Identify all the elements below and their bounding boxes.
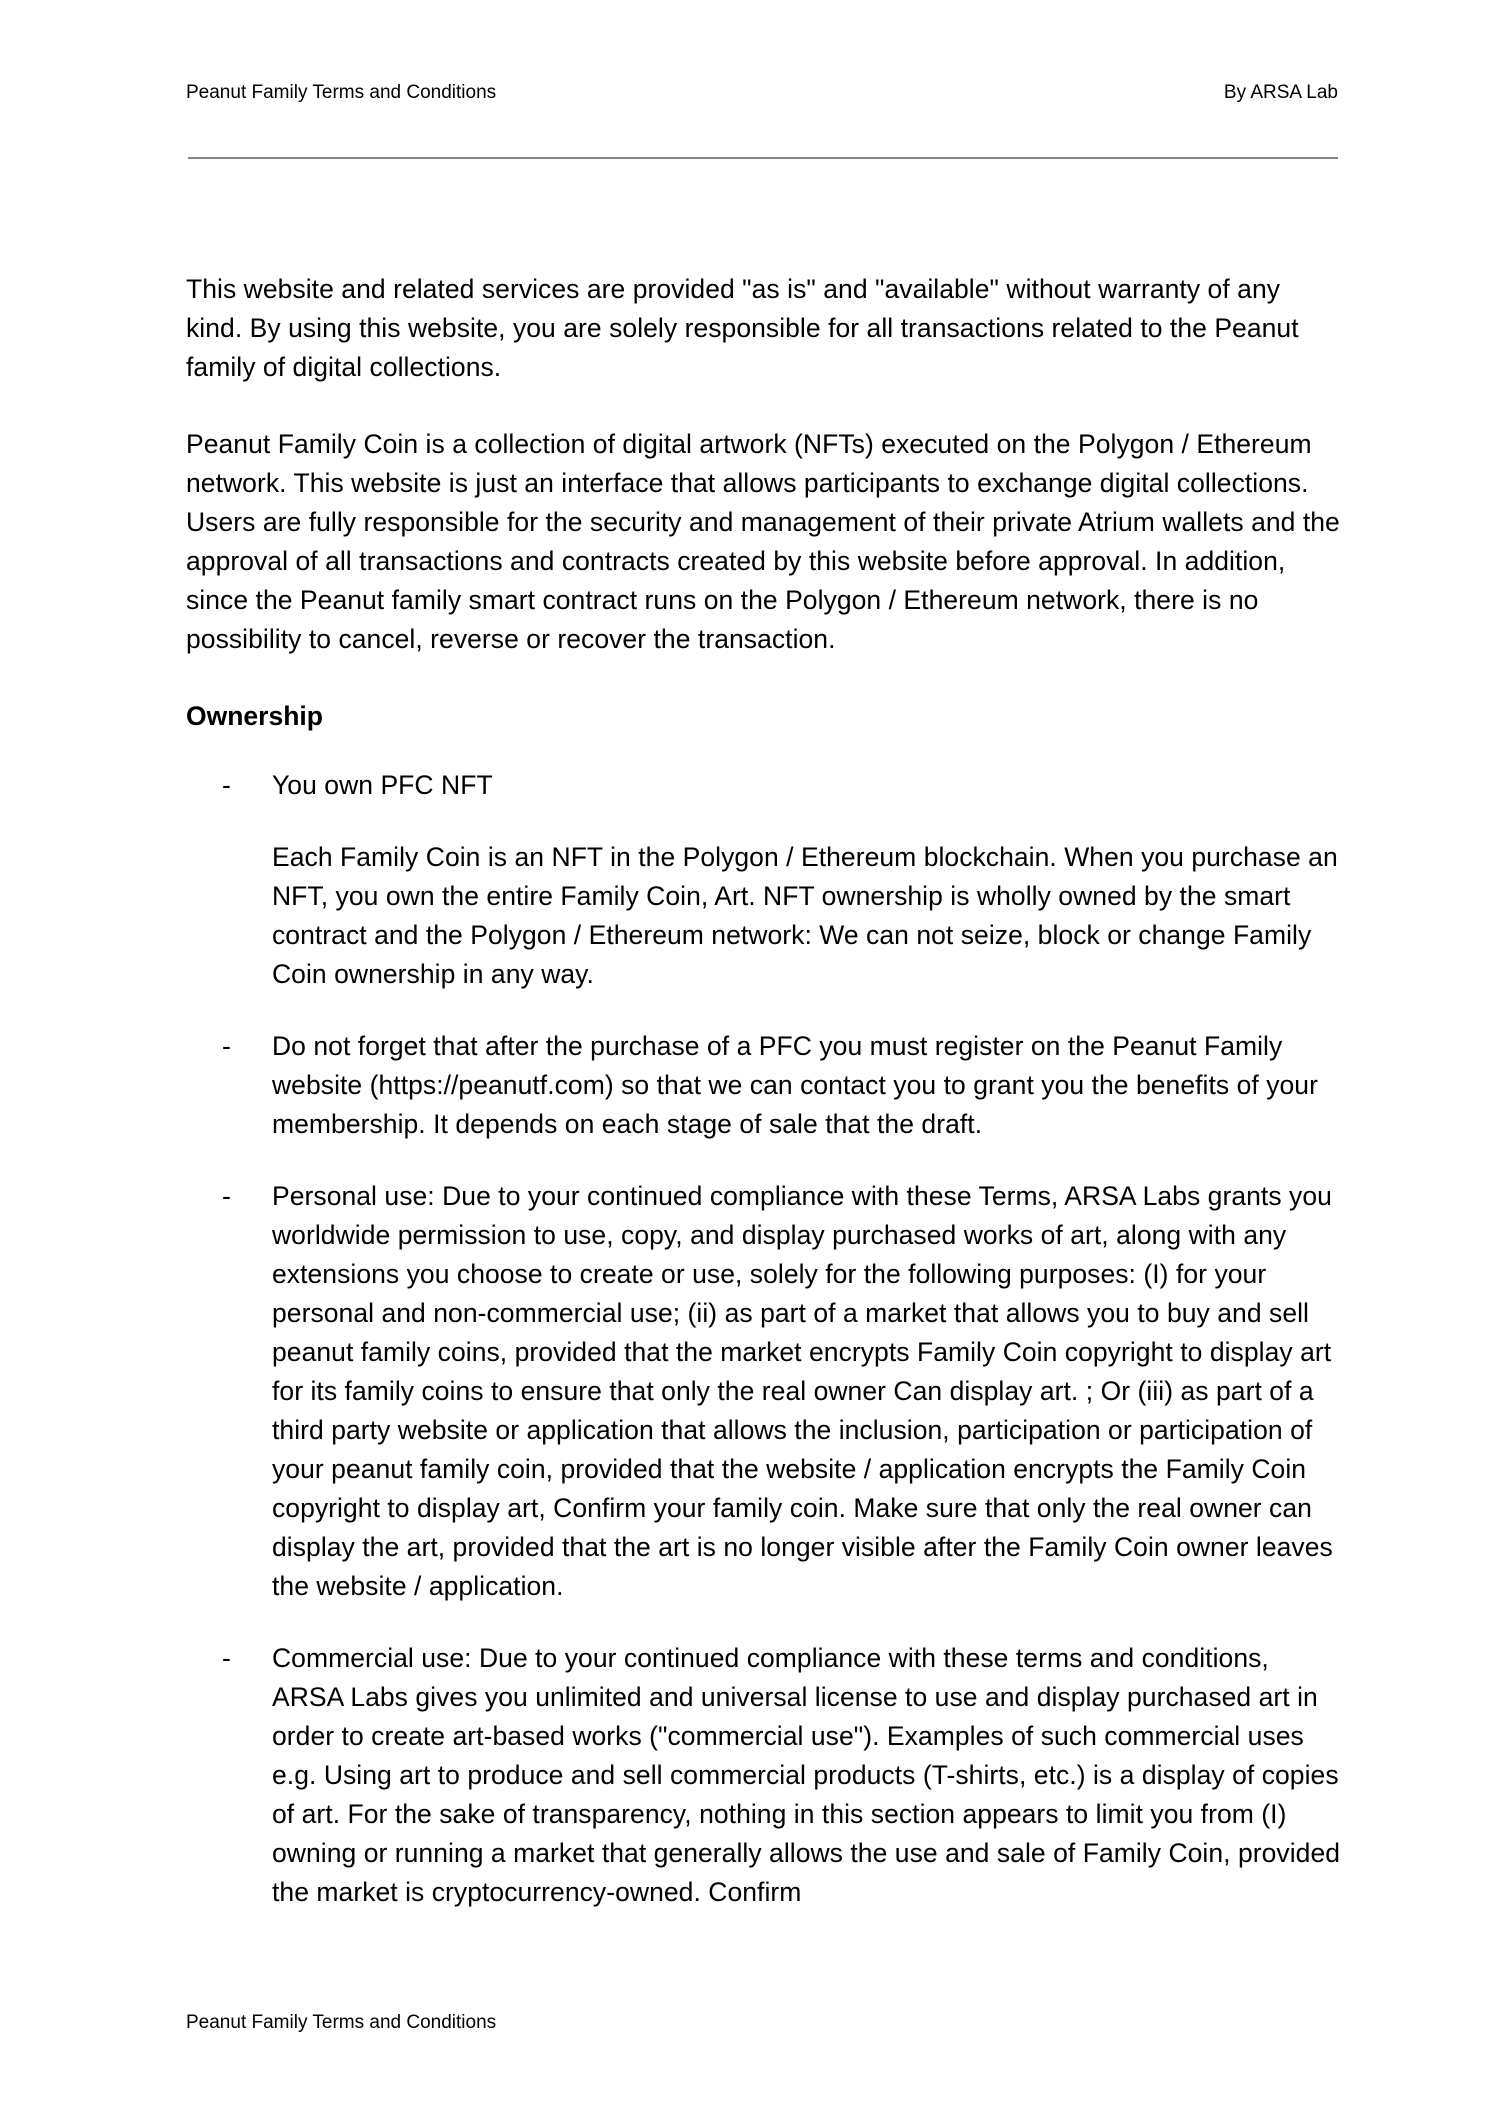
- section-heading-ownership: Ownership: [186, 701, 323, 731]
- bullet-marker-icon: -: [222, 1181, 231, 1211]
- bullet-marker-icon: -: [222, 1643, 231, 1673]
- running-footer: Peanut Family Terms and Conditions: [186, 2012, 497, 2033]
- list-item: [186, 1177, 1341, 1606]
- list-item: [186, 1027, 1341, 1144]
- header-divider-rule: [188, 157, 1338, 159]
- header-right-title: By ARSA Lab: [1223, 82, 1338, 103]
- list-item: [186, 766, 1341, 994]
- bullet-text: Commercial use: Due to your continued compliance with these terms and conditions, ARSA Labs gives you unlimited and universal license to use and display purchased art in order to create art-based works ("commercial use"). Examples of such commercial uses e.g. Using art to produce and sell commercial products (T-shirts, etc.) is a display of copies of art. For the sake of transparency, nothing in this section appears to limit you from (I) owning or running a market that generally allows the use and sale of Family Coin, provided the market is cryptocurrency-owned. Confirm: [272, 1643, 1341, 1907]
- list-item: [186, 1639, 1341, 1912]
- intro-paragraph-2: Peanut Family Coin is a collection of digital artwork (NFTs) executed on the Polygon / Ethereum network. This website is just an interface that allows participants to exchange digital collections. Users are fully responsible for the security and management of their private Atrium wallets and the approval of all transactions and contracts created by this website before approval. In addition, since the Peanut family smart contract runs on the Polygon / Ethereum network, there is no possibility to cancel, reverse or recover the transaction.: [186, 429, 1340, 654]
- bullet-marker-icon: -: [222, 1031, 231, 1061]
- intro-paragraph-1: This website and related services are provided "as is" and "available" without warranty of any kind. By using this website, you are solely responsible for all transactions related to the Peanut family of digital collections.: [186, 274, 1299, 382]
- bullet-text: Personal use: Due to your continued compliance with these Terms, ARSA Labs grants you worldwide permission to use, copy, and display purchased works of art, along with any extensions you choose to create or use, solely for the following purposes: (I) for your personal and non-commercial use; (ii) as part of a market that allows you to buy and sell peanut family coins, provided that the market encrypts Family Coin copyright to display art for its family coins to ensure that only the real owner Can display art. ; Or (iii) as part of a third party website or application that allows the inclusion, participation or participation of your peanut family coin, provided that the website / application encrypts the Family Coin copyright to display art, Confirm your family coin. Make sure that only the real owner can display the art, provided that the art is no longer visible after the Family Coin owner leaves the website / application.: [272, 1181, 1333, 1601]
- bullet-text: Do not forget that after the purchase of a PFC you must register on the Peanut Family website (https://peanutf.com) so that we can contact you to grant you the benefits of your membership. It depends on each stage of sale that the draft.: [272, 1031, 1318, 1139]
- bullet-text: You own PFC NFT: [272, 770, 493, 800]
- ownership-bullet-list: [186, 766, 1341, 1912]
- running-header: [186, 82, 1338, 105]
- bullet-marker-icon: -: [222, 770, 231, 800]
- document-body: [186, 270, 1341, 1945]
- header-left-title: Peanut Family Terms and Conditions: [186, 82, 497, 103]
- bullet-subparagraph: Each Family Coin is an NFT in the Polygon / Ethereum blockchain. When you purchase an NFT, you own the entire Family Coin, Art. NFT ownership is wholly owned by the smart contract and the Polygon / Ethereum network: We can not seize, block or change Family Coin ownership in any way.: [272, 842, 1338, 989]
